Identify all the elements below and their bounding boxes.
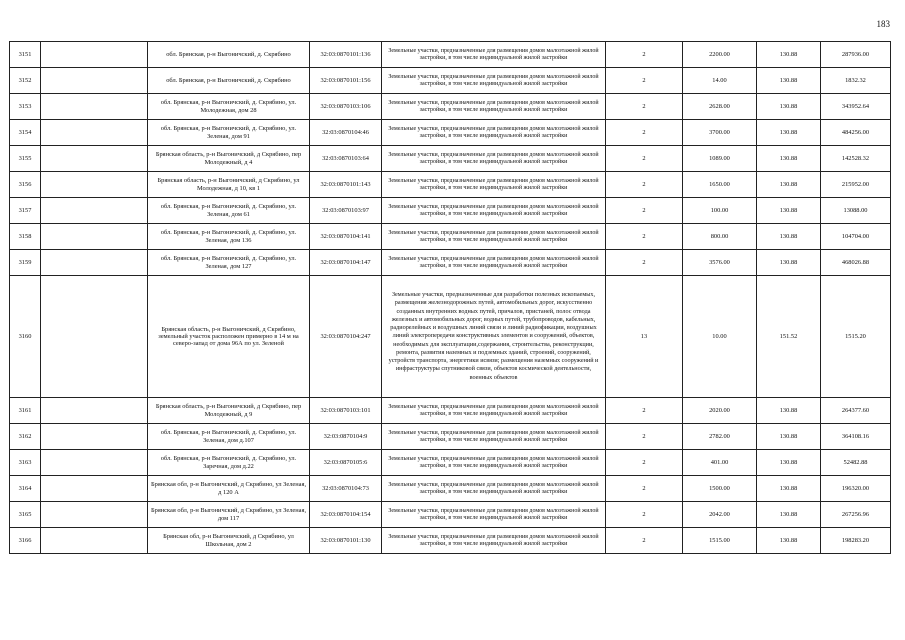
cadastral-number-cell: 32:03:0870104:154 <box>310 502 382 528</box>
record-number-cell: 3161 <box>10 398 41 424</box>
table-row <box>10 146 891 172</box>
area-cell: 100.00 <box>683 198 757 224</box>
address-cell: обл. Брянская, р-н Выгоничский, д. Скрябино <box>148 68 310 94</box>
category-code-cell: 2 <box>606 42 683 68</box>
permitted-use-cell: Земельные участки, предназначенные для разработки полезных ископаемых, размещения железнодорожных путей, автомобильных дорог, искусственно созданных внутренних водных путей, причалов, пристаней, полос отвода железных и автомобильных дорог, водных путей, трубопроводов, кабельных, радиорелейных и воздушных линий связи и линий радиофикации, воздушных линий электропередачи конструктивных элементов и сооружений, объектов, необходимых для эксплуатации,содержания, строительства, реконструкции, ремонта, развития наземных и подземных зданий, строений, сооружений, устройств транспорта, энергетики исвязи; размещения наземных сооружений и инфраструктуры спутниковой связи, объектов космической деятельности, военных объектов <box>382 276 606 398</box>
address-cell: обл. Брянская, р-н Выгоничский, д. Скрябино, ул. Зеленая, дом д.107 <box>148 424 310 450</box>
specific-value-cell: 130.88 <box>757 198 821 224</box>
category-code-cell: 2 <box>606 68 683 94</box>
area-cell: 1500.00 <box>683 476 757 502</box>
record-number-cell: 3156 <box>10 172 41 198</box>
cadastral-value-cell: 196320.00 <box>821 476 891 502</box>
cadastral-value-cell: 343952.64 <box>821 94 891 120</box>
address-cell: Брянская обл, р-н Выгоничский, д Скрябино, ул Зеленая, дом 117 <box>148 502 310 528</box>
table-row <box>10 224 891 250</box>
specific-value-cell: 130.88 <box>757 68 821 94</box>
specific-value-cell: 130.88 <box>757 424 821 450</box>
record-number-cell: 3163 <box>10 450 41 476</box>
blank-cell <box>41 146 148 172</box>
record-number-cell: 3152 <box>10 68 41 94</box>
cadastral-number-cell: 32:03:0870104:73 <box>310 476 382 502</box>
permitted-use-cell: Земельные участки, предназначенные для размещения домов малоэтажной жилой застройки, в том числе индивидуальной жилой застройки <box>382 424 606 450</box>
record-number-cell: 3162 <box>10 424 41 450</box>
permitted-use-cell: Земельные участки, предназначенные для размещения домов малоэтажной жилой застройки, в том числе индивидуальной жилой застройки <box>382 502 606 528</box>
table-row <box>10 502 891 528</box>
address-cell: Брянская область, р-н Выгоничский, д Скрябино, пер Молодежный, д 4 <box>148 146 310 172</box>
specific-value-cell: 130.88 <box>757 146 821 172</box>
table-row <box>10 94 891 120</box>
record-number-cell: 3157 <box>10 198 41 224</box>
record-number-cell: 3151 <box>10 42 41 68</box>
specific-value-cell: 130.88 <box>757 224 821 250</box>
cadastral-value-cell: 484256.00 <box>821 120 891 146</box>
cadastral-number-cell: 32:03:0870101:136 <box>310 42 382 68</box>
table-row <box>10 172 891 198</box>
record-number-cell: 3158 <box>10 224 41 250</box>
blank-cell <box>41 42 148 68</box>
category-code-cell: 2 <box>606 146 683 172</box>
area-cell: 2200.00 <box>683 42 757 68</box>
blank-cell <box>41 476 148 502</box>
address-cell: обл. Брянская, р-н Выгоничский, д. Скрябино, ул. Зеленая, дом 91 <box>148 120 310 146</box>
page-number: 183 <box>876 19 890 29</box>
area-cell: 3576.00 <box>683 250 757 276</box>
blank-cell <box>41 120 148 146</box>
cadastral-value-cell: 264377.60 <box>821 398 891 424</box>
cadastral-number-cell: 32:03:0870105:6 <box>310 450 382 476</box>
blank-cell <box>41 172 148 198</box>
address-cell: обл. Брянская, р-н Выгоничский, д. Скрябино, ул. Заречная, дом д.22 <box>148 450 310 476</box>
category-code-cell: 2 <box>606 120 683 146</box>
area-cell: 3700.00 <box>683 120 757 146</box>
cadastral-value-cell: 13088.00 <box>821 198 891 224</box>
specific-value-cell: 130.88 <box>757 120 821 146</box>
blank-cell <box>41 68 148 94</box>
area-cell: 401.00 <box>683 450 757 476</box>
blank-cell <box>41 224 148 250</box>
table-row <box>10 528 891 554</box>
permitted-use-cell: Земельные участки, предназначенные для размещения домов малоэтажной жилой застройки, в том числе индивидуальной жилой застройки <box>382 94 606 120</box>
cadastral-value-cell: 267256.96 <box>821 502 891 528</box>
category-code-cell: 13 <box>606 276 683 398</box>
category-code-cell: 2 <box>606 450 683 476</box>
category-code-cell: 2 <box>606 528 683 554</box>
area-cell: 800.00 <box>683 224 757 250</box>
area-cell: 2042.00 <box>683 502 757 528</box>
area-cell: 10.00 <box>683 276 757 398</box>
table-row <box>10 120 891 146</box>
cadastral-number-cell: 32:03:0870101:143 <box>310 172 382 198</box>
blank-cell <box>41 424 148 450</box>
permitted-use-cell: Земельные участки, предназначенные для размещения домов малоэтажной жилой застройки, в том числе индивидуальной жилой застройки <box>382 450 606 476</box>
permitted-use-cell: Земельные участки, предназначенные для размещения домов малоэтажной жилой застройки, в том числе индивидуальной жилой застройки <box>382 120 606 146</box>
record-number-cell: 3165 <box>10 502 41 528</box>
table-row <box>10 68 891 94</box>
cadastral-value-cell: 468026.88 <box>821 250 891 276</box>
specific-value-cell: 130.88 <box>757 94 821 120</box>
address-cell: Брянская область, р-н Выгоничский, д Скрябино, земельный участок расположен примерно в 14 м на северо-запад от дома 96А по ул. Зеленой <box>148 276 310 398</box>
cadastral-number-cell: 32:03:0870104:147 <box>310 250 382 276</box>
category-code-cell: 2 <box>606 94 683 120</box>
specific-value-cell: 130.88 <box>757 398 821 424</box>
address-cell: Брянская обл, р-н Выгоничский, д Скрябино, ул Школьная, дом 2 <box>148 528 310 554</box>
specific-value-cell: 130.88 <box>757 250 821 276</box>
blank-cell <box>41 276 148 398</box>
permitted-use-cell: Земельные участки, предназначенные для размещения домов малоэтажной жилой застройки, в том числе индивидуальной жилой застройки <box>382 42 606 68</box>
cadastral-number-cell: 32:03:0870101:130 <box>310 528 382 554</box>
specific-value-cell: 151.52 <box>757 276 821 398</box>
area-cell: 2020.00 <box>683 398 757 424</box>
blank-cell <box>41 502 148 528</box>
record-number-cell: 3159 <box>10 250 41 276</box>
category-code-cell: 2 <box>606 172 683 198</box>
table-row <box>10 198 891 224</box>
permitted-use-cell: Земельные участки, предназначенные для размещения домов малоэтажной жилой застройки, в том числе индивидуальной жилой застройки <box>382 224 606 250</box>
blank-cell <box>41 450 148 476</box>
cadastral-number-cell: 32:03:0870101:156 <box>310 68 382 94</box>
blank-cell <box>41 528 148 554</box>
permitted-use-cell: Земельные участки, предназначенные для размещения домов малоэтажной жилой застройки, в том числе индивидуальной жилой застройки <box>382 198 606 224</box>
table-row <box>10 450 891 476</box>
cadastral-number-cell: 32:03:0870103:106 <box>310 94 382 120</box>
permitted-use-cell: Земельные участки, предназначенные для размещения домов малоэтажной жилой застройки, в том числе индивидуальной жилой застройки <box>382 250 606 276</box>
specific-value-cell: 130.88 <box>757 476 821 502</box>
category-code-cell: 2 <box>606 476 683 502</box>
cadastral-value-cell: 104704.00 <box>821 224 891 250</box>
record-number-cell: 3160 <box>10 276 41 398</box>
land-registry-table <box>9 41 891 554</box>
cadastral-value-cell: 215952.00 <box>821 172 891 198</box>
blank-cell <box>41 198 148 224</box>
permitted-use-cell: Земельные участки, предназначенные для размещения домов малоэтажной жилой застройки, в том числе индивидуальной жилой застройки <box>382 172 606 198</box>
table-row <box>10 476 891 502</box>
cadastral-number-cell: 32:03:0870104:46 <box>310 120 382 146</box>
permitted-use-cell: Земельные участки, предназначенные для размещения домов малоэтажной жилой застройки, в том числе индивидуальной жилой застройки <box>382 398 606 424</box>
cadastral-value-cell: 1832.32 <box>821 68 891 94</box>
cadastral-number-cell: 32:03:0870104:141 <box>310 224 382 250</box>
area-cell: 2628.00 <box>683 94 757 120</box>
area-cell: 2782.00 <box>683 424 757 450</box>
specific-value-cell: 130.88 <box>757 450 821 476</box>
blank-cell <box>41 398 148 424</box>
permitted-use-cell: Земельные участки, предназначенные для размещения домов малоэтажной жилой застройки, в том числе индивидуальной жилой застройки <box>382 146 606 172</box>
cadastral-value-cell: 52482.88 <box>821 450 891 476</box>
specific-value-cell: 130.88 <box>757 172 821 198</box>
cadastral-number-cell: 32:03:0870104:247 <box>310 276 382 398</box>
record-number-cell: 3153 <box>10 94 41 120</box>
cadastral-number-cell: 32:03:0870104:9 <box>310 424 382 450</box>
cadastral-value-cell: 287936.00 <box>821 42 891 68</box>
cadastral-value-cell: 142528.32 <box>821 146 891 172</box>
category-code-cell: 2 <box>606 224 683 250</box>
address-cell: обл. Брянская, р-н Выгоничский, д. Скрябино, ул. Зеленая, дом 61 <box>148 198 310 224</box>
table-row <box>10 42 891 68</box>
address-cell: Брянская область, р-н Выгоничский, д Скрябино, ул Молодежная, д 10, кв 1 <box>148 172 310 198</box>
record-number-cell: 3164 <box>10 476 41 502</box>
permitted-use-cell: Земельные участки, предназначенные для размещения домов малоэтажной жилой застройки, в том числе индивидуальной жилой застройки <box>382 68 606 94</box>
specific-value-cell: 130.88 <box>757 42 821 68</box>
blank-cell <box>41 250 148 276</box>
specific-value-cell: 130.88 <box>757 502 821 528</box>
category-code-cell: 2 <box>606 502 683 528</box>
table-row <box>10 276 891 398</box>
cadastral-value-cell: 1515.20 <box>821 276 891 398</box>
address-cell: обл. Брянская, р-н Выгоничский, д. Скрябино <box>148 42 310 68</box>
area-cell: 1515.00 <box>683 528 757 554</box>
table-row <box>10 424 891 450</box>
area-cell: 1650.00 <box>683 172 757 198</box>
address-cell: Брянская область, р-н Выгоничский, д Скрябино, пер Молодежный, д 9 <box>148 398 310 424</box>
category-code-cell: 2 <box>606 250 683 276</box>
cadastral-number-cell: 32:03:0870103:97 <box>310 198 382 224</box>
cadastral-value-cell: 364108.16 <box>821 424 891 450</box>
record-number-cell: 3154 <box>10 120 41 146</box>
area-cell: 1089.00 <box>683 146 757 172</box>
specific-value-cell: 130.88 <box>757 528 821 554</box>
address-cell: обл. Брянская, р-н Выгоничский, д. Скрябино, ул. Зеленая, дом 127 <box>148 250 310 276</box>
address-cell: обл. Брянская, р-н Выгоничский, д. Скрябино, ул. Молодежная, дом 28 <box>148 94 310 120</box>
table-row <box>10 250 891 276</box>
record-number-cell: 3155 <box>10 146 41 172</box>
record-number-cell: 3166 <box>10 528 41 554</box>
category-code-cell: 2 <box>606 424 683 450</box>
category-code-cell: 2 <box>606 198 683 224</box>
permitted-use-cell: Земельные участки, предназначенные для размещения домов малоэтажной жилой застройки, в том числе индивидуальной жилой застройки <box>382 528 606 554</box>
address-cell: обл. Брянская, р-н Выгоничский, д. Скрябино, ул. Зеленая, дом 136 <box>148 224 310 250</box>
category-code-cell: 2 <box>606 398 683 424</box>
cadastral-number-cell: 32:03:0870103:101 <box>310 398 382 424</box>
address-cell: Брянская обл, р-н Выгоничский, д Скрябино, ул Зеленая, д 120 А <box>148 476 310 502</box>
cadastral-number-cell: 32:03:0870103:64 <box>310 146 382 172</box>
permitted-use-cell: Земельные участки, предназначенные для размещения домов малоэтажной жилой застройки, в том числе индивидуальной жилой застройки <box>382 476 606 502</box>
cadastral-value-cell: 198283.20 <box>821 528 891 554</box>
blank-cell <box>41 94 148 120</box>
area-cell: 14.00 <box>683 68 757 94</box>
table-row <box>10 398 891 424</box>
